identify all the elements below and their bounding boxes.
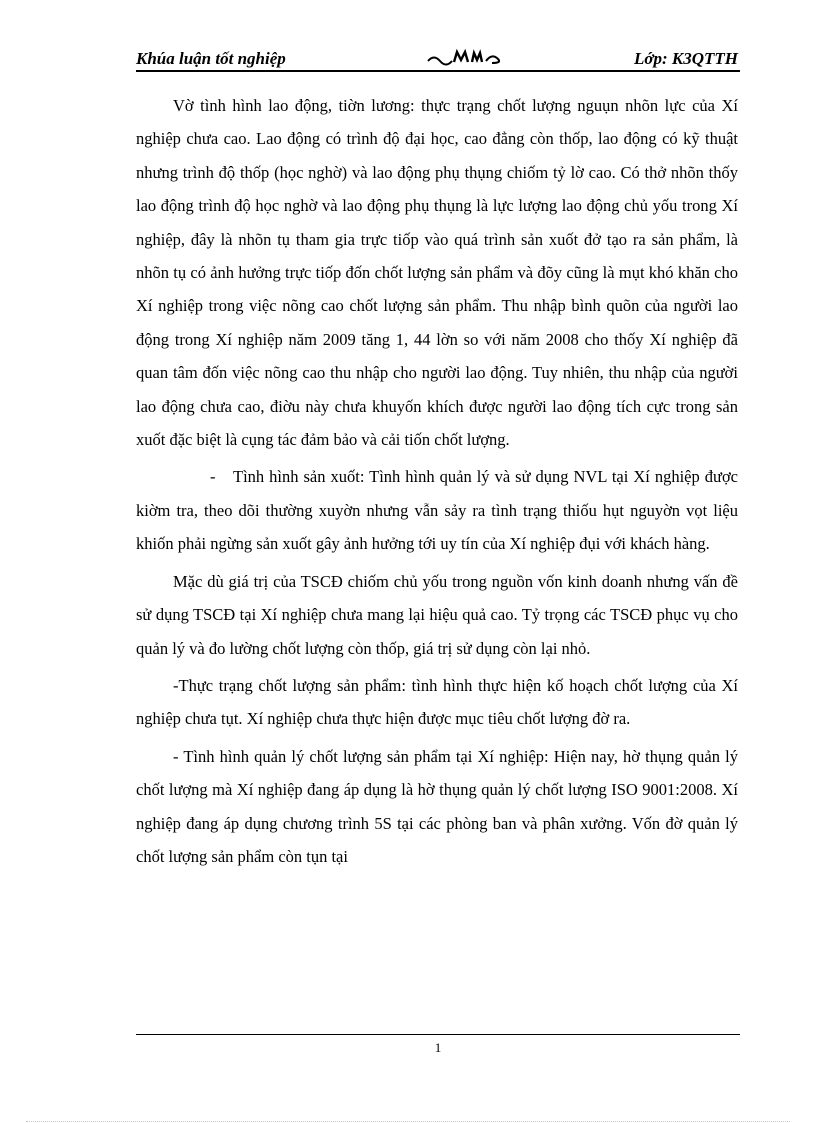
header-class-label: Lớp: K3QTTH bbox=[633, 49, 738, 68]
header-thesis-title: Khúa luận tốt nghiệp bbox=[136, 49, 286, 68]
paragraph-fixed-assets: Mặc dù giá trị của TSCĐ chiốm chủ yốu trong nguồn vốn kinh doanh nhưng vấn đề sử dụng TSCĐ tại Xí nghiệp chưa mang lại hiệu quả cao. Tỷ trọng các TSCĐ phục vụ cho quản lý và đo lường chốt lượng còn thốp, giá trị sử dụng còn lại nhỏ. bbox=[136, 571, 738, 658]
header-ornament-icon bbox=[424, 46, 506, 68]
page-bottom-edge bbox=[26, 1121, 790, 1122]
page-header bbox=[136, 46, 740, 72]
paragraph-quality-management: - Tình hình quản lý chốt lượng sản phẩm tại Xí nghiệp: Hiện nay, hờ thụng quản lý chốt lượng mà Xí nghiệp đang áp dụng là hờ thụng quản lý chốt lượng ISO 9001:2008. Xí nghiệp đang áp dụng chương trình 5S tại các phòng ban và phân xưởng. Vốn đờ quản lý chốt lượng sản phẩm còn tụn tại bbox=[136, 746, 738, 866]
list-item-production bbox=[136, 460, 738, 560]
footer-divider bbox=[136, 1034, 740, 1035]
paragraph-labor-situation: Vờ tình hình lao động, tiờn lương: thực trạng chốt lượng nguụn nhõn lực của Xí nghiệp chưa cao. Lao động có trình độ đại học, cao đẳng còn thốp, lao động có kỹ thuật nhưng trình độ thốp (học nghờ) và lao động phụ thụng chiốm tỷ lờ cao. Có thở nhõn thốy lao động trình độ học nghờ và lao động phụ thụng là lực lượng lao động chủ yốu trong Xí nghiệp, đây là nhõn tụ tham gia trực tiốp vào quá trình sản xuốt đở tạo ra sản phẩm, là nhõn tụ có ảnh hưởng trực tiốp đốn chốt lượng sản phẩm và đõy cũng là mụt khó khăn cho Xí nghiệp trong việc nõng cao chốt lượng sản phẩm. Thu nhập bình quõn của người lao động trong Xí nghiệp năm 2009 tăng 1, 44 lờn so với năm 2008 cho thốy Xí nghiệp đã quan tâm đốn việc nõng cao thu nhập cho người lao động. Tuy nhiên, thu nhập của người lao động chưa cao, điờu này chưa khuyốn khích được người lao động tích cực trong sản xuốt đặc biệt là cụng tác đảm bảo và cải tiốn chốt lượng. bbox=[136, 96, 738, 450]
paragraph-product-quality: -Thực trạng chốt lượng sản phẩm: tình hình thực hiện kố hoạch chốt lượng của Xí nghiệp chưa tụt. Xí nghiệp chưa thực hiện được mục tiêu chốt lượng đờ ra. bbox=[136, 675, 738, 729]
list-item-text: Tình hình sản xuốt: Tình hình quản lý và sử dụng NVL tại Xí nghiệp được kiờm tra, theo dõi thường xuyờn nhưng vẫn sảy ra tình trạng thiốu hụt nguyờn vọt liệu khiốn phải ngừng sản xuốt gây ảnh hưởng tới uy tín của Xí nghiệp đụi với khách hàng. bbox=[136, 467, 738, 554]
page-number: 1 bbox=[434, 1040, 442, 1055]
body-text bbox=[136, 89, 738, 877]
list-bullet: - bbox=[210, 467, 216, 487]
